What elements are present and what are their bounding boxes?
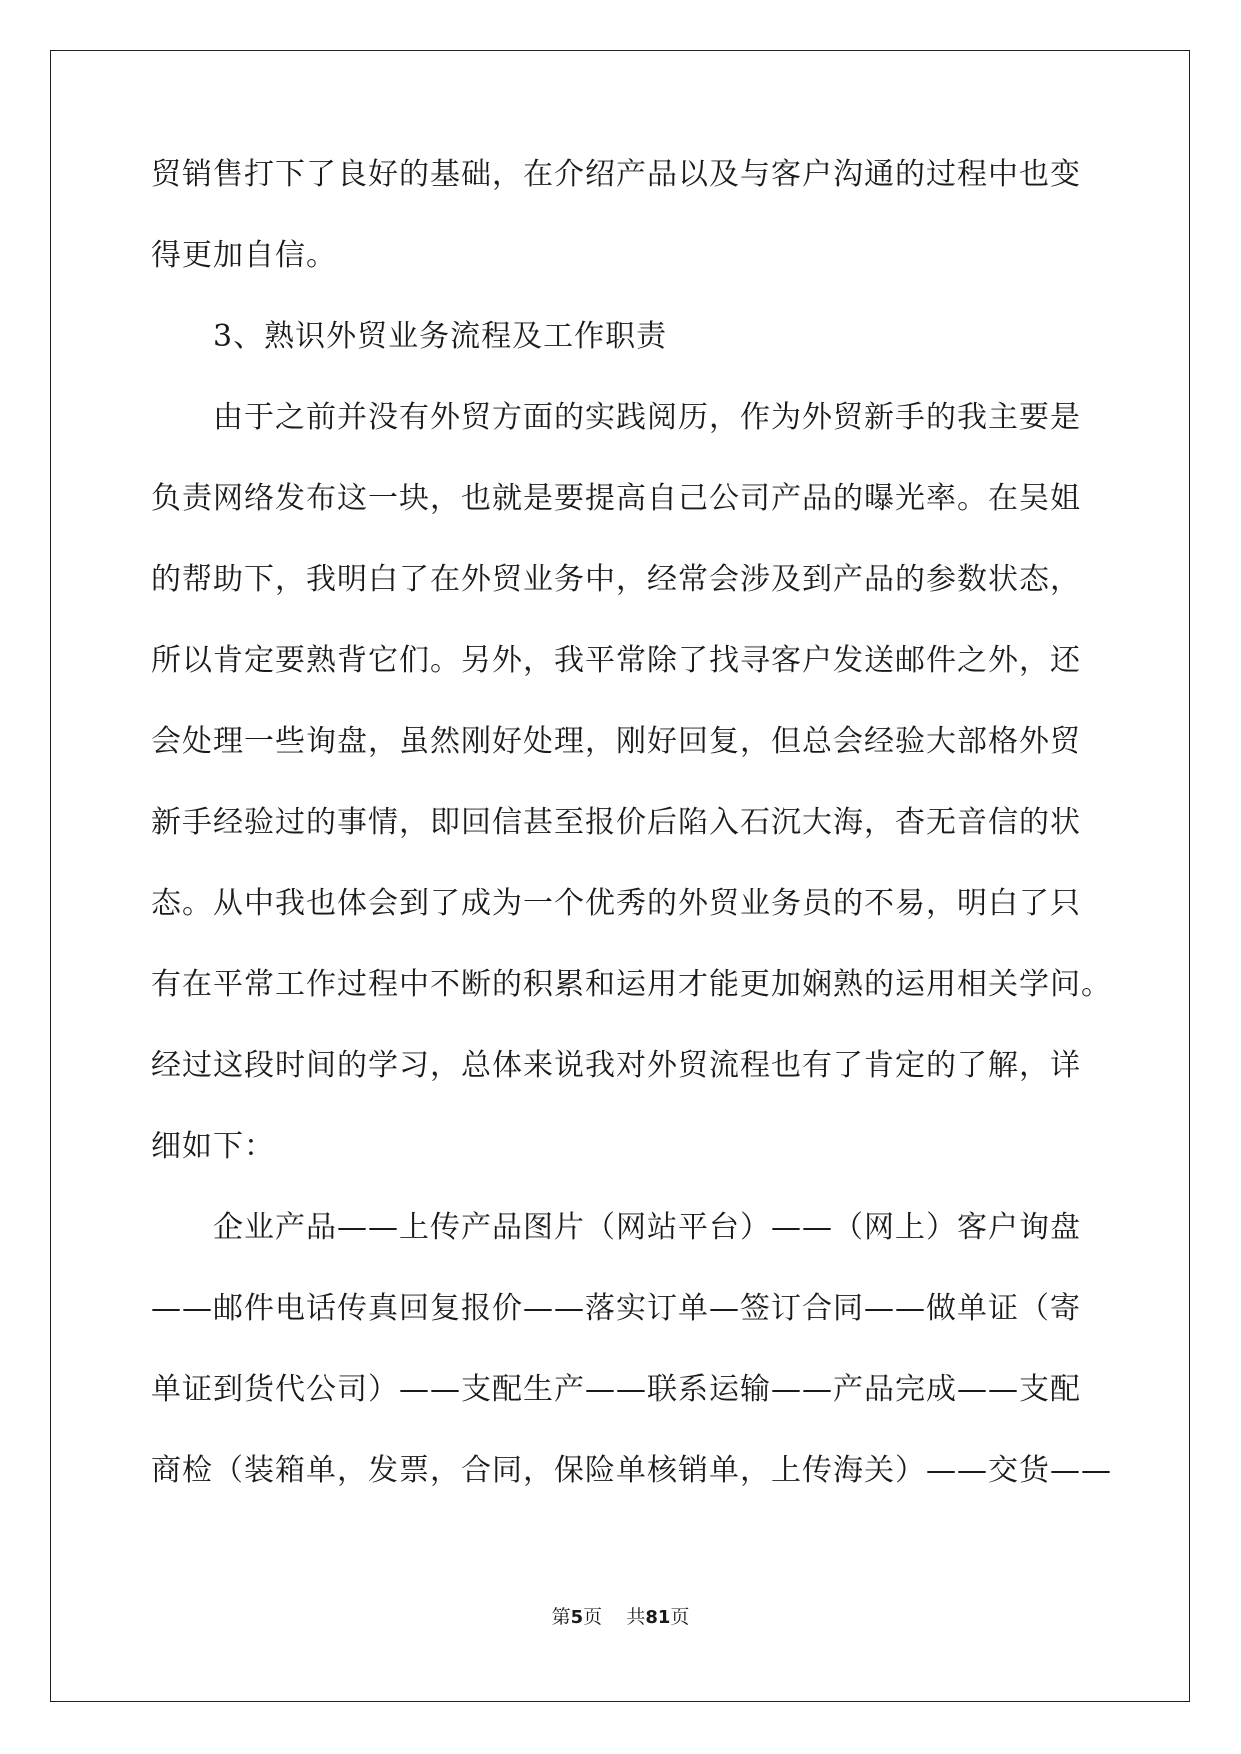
paragraph-line: 细如下： <box>151 1129 275 1164</box>
footer-total-suffix: 页 <box>670 1606 690 1628</box>
current-page-number: 5 <box>570 1607 584 1628</box>
paragraph-line: 负责网络发布这一块，也就是要提高自己公司产品的曝光率。在吴姐 <box>151 481 1081 516</box>
paragraph-line: 有在平常工作过程中不断的积累和运用才能更加娴熟的运用相关学问。 <box>151 967 1112 1002</box>
paragraph-line: 的帮助下，我明白了在外贸业务中，经常会涉及到产品的参数状态， <box>151 562 1081 597</box>
paragraph-line: 商检（装箱单，发票，合同，保险单核销单，上传海关）——交货—— <box>151 1453 1112 1488</box>
paragraph-line: 企业产品——上传产品图片（网站平台）——（网上）客户询盘 <box>213 1210 1081 1245</box>
footer-prefix: 第 <box>551 1606 571 1628</box>
paragraph-line: 会处理一些询盘，虽然刚好处理，刚好回复，但总会经验大部格外贸 <box>151 724 1081 759</box>
footer-total-prefix: 共 <box>626 1606 646 1628</box>
paragraph-line: ——邮件电话传真回复报价——落实订单—签订合同——做单证（寄 <box>151 1291 1081 1326</box>
paragraph-line: 得更加自信。 <box>151 238 337 273</box>
paragraph-line: 所以肯定要熟背它们。另外，我平常除了找寻客户发送邮件之外，还 <box>151 643 1081 678</box>
footer-page-suffix: 页 <box>583 1606 603 1628</box>
paragraph-line: 态。从中我也体会到了成为一个优秀的外贸业务员的不易，明白了只 <box>151 886 1081 921</box>
paragraph-line: 由于之前并没有外贸方面的实践阅历，作为外贸新手的我主要是 <box>213 400 1081 435</box>
paragraph-line: 新手经验过的事情，即回信甚至报价后陷入石沉大海，杳无音信的状 <box>151 805 1081 840</box>
paragraph-line: 单证到货代公司）——支配生产——联系运输——产品完成——支配 <box>151 1372 1081 1407</box>
document-body <box>151 157 1112 1537</box>
page-number-footer <box>0 1606 1241 1629</box>
total-page-count: 81 <box>645 1607 671 1628</box>
section-heading: 3、熟识外贸业务流程及工作职责 <box>213 319 668 354</box>
paragraph-line: 贸销售打下了良好的基础，在介绍产品以及与客户沟通的过程中也变 <box>151 157 1081 192</box>
paragraph-line: 经过这段时间的学习，总体来说我对外贸流程也有了肯定的了解，详 <box>151 1048 1081 1083</box>
